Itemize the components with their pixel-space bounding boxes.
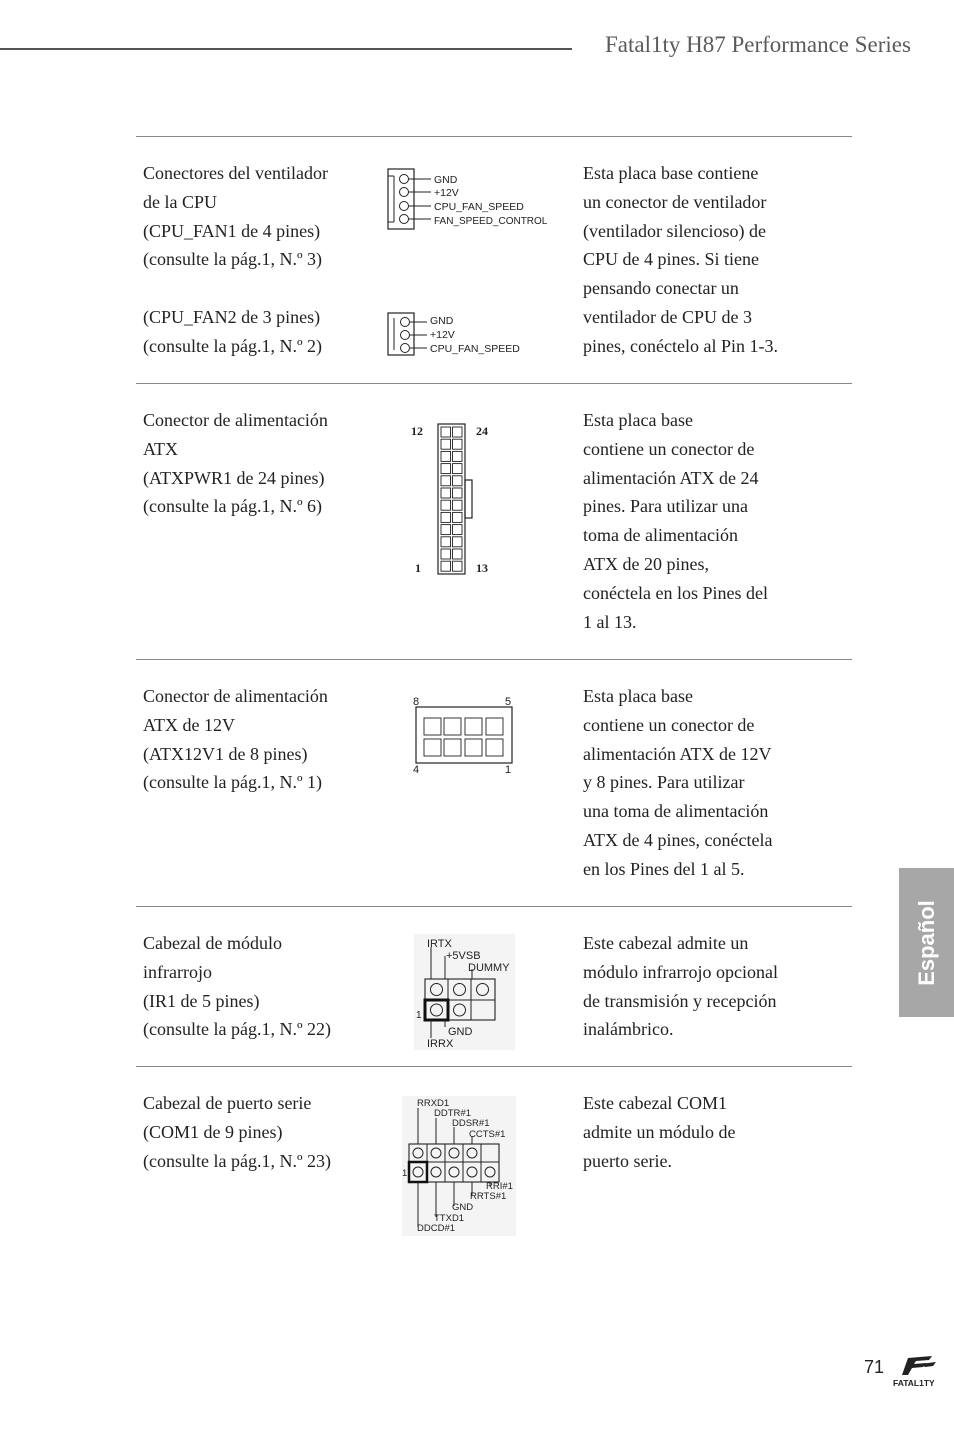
atx24-description: Conector de alimentación ATX (ATXPWR1 de 24 pines) (consulte la pág.1, N.º 6) <box>143 410 328 517</box>
atx24-pin <box>441 488 451 498</box>
atx12v-explanation: Esta placa base contiene un conector de alimentación ATX de 12V y 8 pines. Para utilizar una toma de alimentación ATX de 4 pines, conéctela en los Pines del 1 al 5. <box>583 686 773 879</box>
ir-explanation: Este cabezal admite un módulo infrarrojo opcional de transmisión y recepción inalámbrico. <box>583 933 778 1040</box>
atx24-pin <box>441 561 451 571</box>
svg-text:1: 1 <box>505 764 512 774</box>
table-rule <box>136 1066 852 1067</box>
table-rule <box>136 906 852 907</box>
svg-text:+12V: +12V <box>434 187 459 199</box>
svg-text:DDCD#1: DDCD#1 <box>417 1223 456 1234</box>
atx24-pin <box>453 427 463 437</box>
language-side-tab <box>899 868 954 1017</box>
svg-text:RRI#1: RRI#1 <box>486 1181 513 1192</box>
svg-text:8: 8 <box>413 696 420 708</box>
svg-text:FATAL1TY: FATAL1TY <box>893 1378 935 1388</box>
com-description: Cabezal de puerto serie (COM1 de 9 pines) (consulte la pág.1, N.º 23) <box>143 1093 332 1171</box>
atx24-pin <box>453 476 463 486</box>
atx24-pin <box>441 525 451 535</box>
svg-text:1: 1 <box>415 561 421 575</box>
atx12v-description: Conector de alimentación ATX de 12V (ATX12V1 de 8 pines) (consulte la pág.1, N.º 1) <box>143 686 328 793</box>
svg-text:1: 1 <box>402 1168 408 1179</box>
svg-text:1: 1 <box>416 1010 422 1021</box>
atx24-pin <box>453 512 463 522</box>
atx24-pin <box>453 451 463 461</box>
atx24-pin <box>453 500 463 510</box>
atx24-pin <box>441 512 451 522</box>
svg-text:CCTS#1: CCTS#1 <box>469 1129 506 1140</box>
com-explanation: Este cabezal COM1 admite un módulo de puerto serie. <box>583 1093 736 1171</box>
atx24-pin <box>441 451 451 461</box>
svg-text:CPU_FAN_SPEED: CPU_FAN_SPEED <box>430 343 520 355</box>
svg-text:CPU_FAN_SPEED: CPU_FAN_SPEED <box>434 201 524 213</box>
table-rule <box>136 136 852 137</box>
atx24-pin <box>441 427 451 437</box>
atx24-pin <box>453 561 463 571</box>
svg-text:4: 4 <box>413 764 420 774</box>
svg-text:TTXD1: TTXD1 <box>434 1213 465 1224</box>
page-number: 71 <box>864 1357 885 1377</box>
atx24-pin <box>453 525 463 535</box>
ir-description: Cabezal de módulo infrarrojo (IR1 de 5 pines) (consulte la pág.1, N.º 22) <box>143 933 332 1040</box>
svg-text:+5VSB: +5VSB <box>446 950 481 962</box>
svg-text:GND: GND <box>430 315 454 327</box>
atx24-pin <box>441 500 451 510</box>
fatal1ty-logo <box>892 1353 944 1389</box>
atx24-pin <box>441 439 451 449</box>
com-header-diagram <box>400 1096 518 1236</box>
svg-text:12: 12 <box>411 424 423 438</box>
atx24-pin <box>453 464 463 474</box>
table-rule <box>136 383 852 384</box>
svg-text:5: 5 <box>505 696 512 708</box>
svg-text:24: 24 <box>476 424 488 438</box>
table-rule <box>136 659 852 660</box>
cpu-fan-description: Conectores del ventilador de la CPU (CPU_FAN1 de 4 pines) (consulte la pág.1, N.º 3) (CPU_FAN2 de 3 pines) (consulte la pág.1, N.º 2) <box>143 163 328 356</box>
svg-text:RRXD1: RRXD1 <box>417 1098 450 1109</box>
atx12v-diagram <box>408 692 523 774</box>
atx24-explanation: Esta placa base contiene un conector de alimentación ATX de 24 pines. Para utilizar una toma de alimentación ATX de 20 pines, conéctela en los Pines del 1 al 13. <box>583 410 768 632</box>
header-title: Fatal1ty H87 Performance Series <box>605 32 911 57</box>
svg-text:GND: GND <box>452 1202 474 1213</box>
cpu-fan-explanation: Esta placa base contiene un conector de ventilador (ventilador silencioso) de CPU de 4 pines. Si tiene pensando conectar un ventilador de CPU de 3 pines, conéctelo al Pin 1-3. <box>583 163 778 356</box>
svg-text:+12V: +12V <box>430 329 455 341</box>
ir-header-diagram <box>412 934 517 1050</box>
cpu-fan2-diagram <box>385 310 525 358</box>
svg-text:GND: GND <box>448 1026 473 1038</box>
svg-text:DDSR#1: DDSR#1 <box>452 1118 490 1129</box>
atx24-pin <box>453 439 463 449</box>
atx24-pin <box>441 476 451 486</box>
svg-text:13: 13 <box>476 561 488 575</box>
svg-text:DDTR#1: DDTR#1 <box>434 1108 471 1119</box>
svg-text:FAN_SPEED_CONTROL: FAN_SPEED_CONTROL <box>434 216 548 227</box>
cpu-fan1-diagram <box>385 166 550 232</box>
svg-text:GND: GND <box>434 174 458 186</box>
language-label: Español <box>913 899 939 986</box>
atx24-pin <box>453 488 463 498</box>
svg-text:IRTX: IRTX <box>427 938 452 950</box>
atx24-pin <box>441 464 451 474</box>
atx24-pin <box>441 549 451 559</box>
svg-text:DUMMY: DUMMY <box>468 962 510 974</box>
atx24-pin <box>453 537 463 547</box>
svg-text:IRRX: IRRX <box>427 1038 454 1050</box>
svg-text:RRTS#1: RRTS#1 <box>470 1191 507 1202</box>
atx24-pin <box>453 549 463 559</box>
atx24-diagram <box>405 420 500 580</box>
atx24-pin <box>441 537 451 547</box>
header-rule <box>0 48 572 50</box>
